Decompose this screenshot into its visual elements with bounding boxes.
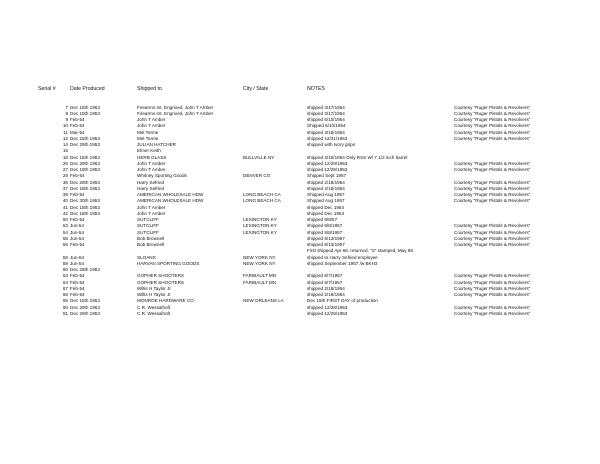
city-state-cell: NEW ORLEANS LA bbox=[243, 298, 284, 304]
date-cell: Feb-54 bbox=[70, 273, 85, 279]
serial-cell: 63 bbox=[62, 273, 68, 279]
date-cell: Dec 15th 1953 bbox=[70, 154, 100, 160]
date-cell: Feb-54 bbox=[70, 123, 85, 129]
shipped-to-cell: GOPHER SHOOTERS bbox=[137, 279, 184, 285]
table-row bbox=[0, 248, 600, 254]
shipped-to-cell: SUTCLIFF bbox=[137, 223, 159, 229]
notes-cell: Dec 15th FIRST DAY of production bbox=[307, 298, 378, 304]
table-row bbox=[0, 292, 600, 298]
table-row bbox=[0, 311, 600, 317]
shipped-to-cell: Firearms Int. Engrived, John T Amber bbox=[137, 110, 214, 116]
date-cell: Feb-54 bbox=[70, 117, 85, 122]
notes-cell: Shipped Sept 1957 bbox=[307, 173, 347, 179]
courtesy-cell: Courtesy "Ruger Pistols & Revolvers" bbox=[454, 117, 531, 122]
courtesy-cell: Courtesy "Ruger Pistols & Revolvers" bbox=[454, 223, 531, 229]
serial-cell: 91 bbox=[62, 310, 68, 316]
serial-cell: 40 bbox=[62, 198, 68, 204]
courtesy-cell: Courtesy "Ruger Pistols & Revolvers" bbox=[454, 285, 531, 291]
table-row bbox=[0, 117, 600, 123]
date-cell: Feb-54 bbox=[70, 192, 85, 197]
table-row bbox=[0, 211, 600, 217]
header-date-produced: Date Produced bbox=[70, 86, 105, 92]
city-state-cell: LONG BEACH CA bbox=[243, 198, 281, 204]
table-row bbox=[0, 173, 600, 179]
table-row bbox=[0, 217, 600, 223]
shipped-to-cell: Elmer Keith bbox=[137, 148, 161, 154]
notes-cell: shipped 2/18/1954 bbox=[307, 185, 345, 191]
header-city-state: City / State bbox=[243, 86, 269, 92]
courtesy-cell: Courtesy "Ruger Pistols & Revolvers" bbox=[454, 123, 531, 129]
shipped-to-cell: John T Amber bbox=[137, 117, 166, 122]
shipped-to-cell: Bob Brownell bbox=[137, 242, 165, 247]
notes-cell: shipped 2/18/1954 bbox=[307, 292, 345, 297]
courtesy-cell: Courtesy "Ruger Pistols & Revolvers" bbox=[454, 192, 531, 197]
serial-cell: 68 bbox=[62, 292, 68, 297]
date-cell: Dec 29th 1953 bbox=[70, 160, 100, 166]
courtesy-cell: Courtesy "Ruger Pistols & Revolvers" bbox=[454, 242, 531, 247]
serial-cell: 27 bbox=[62, 167, 68, 172]
courtesy-cell: Courtesy "Ruger Pistols & Revolvers" bbox=[454, 304, 531, 310]
table-row bbox=[0, 261, 600, 267]
city-state-cell: NEW YORK NY bbox=[243, 260, 276, 266]
shipped-to-cell: HARVAN SPORTING GOODS bbox=[137, 260, 200, 266]
serial-cell: 53 bbox=[62, 223, 68, 229]
serial-cell: 26 bbox=[62, 160, 68, 166]
date-cell: Dec 29th 1953 bbox=[70, 310, 100, 316]
table-row bbox=[0, 267, 600, 273]
table-row bbox=[0, 286, 600, 292]
date-cell: Jun-54 bbox=[70, 223, 85, 229]
shipped-to-cell: Harry Sefried bbox=[137, 185, 165, 191]
courtesy-cell: Courtesy "Ruger Pistols & Revolvers" bbox=[454, 179, 531, 185]
city-state-cell: FARIBAULT MN bbox=[243, 273, 277, 279]
shipped-to-cell: GOPHER SHOOTERS bbox=[137, 273, 184, 279]
shipped-to-cell: MONROE HARDWARE CO. bbox=[137, 298, 196, 304]
city-state-cell: LEXINGTON KY bbox=[243, 217, 277, 222]
serial-cell: 54 bbox=[62, 229, 68, 235]
shipped-to-cell: Whitney Sporting Goods bbox=[137, 173, 187, 179]
notes-cell: shipped 8/13/1957 bbox=[307, 242, 345, 247]
date-cell: Jun-54 bbox=[70, 229, 85, 235]
table-row bbox=[0, 236, 600, 242]
shipped-to-cell: C.R. Wessalhoft bbox=[137, 304, 171, 310]
serial-cell: 12 bbox=[62, 135, 68, 141]
courtesy-cell: Courtesy "Ruger Pistols & Revolvers" bbox=[454, 110, 531, 116]
date-cell: Jun-54 bbox=[70, 235, 85, 241]
table-row bbox=[0, 305, 600, 311]
shipped-to-cell: SUTCLIFF bbox=[137, 229, 159, 235]
courtesy-cell: Courtesy "Ruger Pistols & Revolvers" bbox=[454, 198, 531, 204]
table-row bbox=[0, 242, 600, 248]
serial-cell: 15 bbox=[62, 148, 68, 154]
serial-cell: 64 bbox=[62, 279, 68, 285]
date-cell: Dec 18th 1953 bbox=[70, 185, 100, 191]
notes-cell: shipped 3/17/1954 bbox=[307, 104, 345, 110]
shipped-to-cell: John T Amber bbox=[137, 123, 166, 129]
date-cell: Feb-54 bbox=[70, 173, 85, 179]
table-row bbox=[0, 105, 600, 111]
serial-cell: 16 bbox=[62, 154, 68, 160]
date-cell: Mar-54 bbox=[70, 129, 85, 135]
table-row bbox=[0, 148, 600, 154]
notes-cell: shipped 8/8/57 bbox=[307, 217, 338, 222]
shipped-to-cell: JULIAN HATCHER bbox=[137, 142, 176, 147]
shipped-to-cell: John T Amber bbox=[137, 160, 166, 166]
serial-cell: 41 bbox=[62, 204, 68, 210]
serial-cell: 90 bbox=[62, 304, 68, 310]
table-row bbox=[0, 198, 600, 204]
shipped-to-cell: Harry Sefried bbox=[137, 179, 165, 185]
shipped-to-cell: AMERICAN WHOLESALE HDW bbox=[137, 198, 204, 204]
table-row bbox=[0, 155, 600, 161]
shipped-to-cell: John T Amber bbox=[137, 167, 166, 172]
courtesy-cell: Courtesy "Ruger Pistols & Revolvers" bbox=[454, 229, 531, 235]
serial-cell: 11 bbox=[63, 129, 68, 135]
date-cell: Jun-54 bbox=[70, 260, 85, 266]
serial-cell: 42 bbox=[62, 210, 68, 216]
notes-cell: Shipped Aug 1957 bbox=[307, 198, 345, 204]
shipped-to-cell: John T Amber bbox=[137, 204, 166, 210]
date-cell: Feb-54 bbox=[70, 285, 85, 291]
city-state-cell: DENVER CO bbox=[243, 173, 271, 179]
courtesy-cell: Courtesy "Ruger Pistols & Revolvers" bbox=[454, 129, 531, 135]
notes-cell: shipped 12/31/1953 bbox=[307, 135, 348, 141]
serial-cell: 60 bbox=[62, 267, 68, 272]
serial-cell: 14 bbox=[62, 142, 68, 147]
date-cell: Dec 30th 1953 bbox=[70, 198, 100, 204]
table-row bbox=[0, 273, 600, 279]
shipped-to-cell: SLOANS bbox=[137, 254, 156, 260]
shipped-to-cell: Willis H Taylor Jr bbox=[137, 285, 171, 291]
table-row bbox=[0, 136, 600, 142]
date-cell: Dec 15th 1953 bbox=[70, 135, 100, 141]
table-row bbox=[0, 186, 600, 192]
notes-cell: Shipped 6/10/1954 bbox=[307, 123, 346, 129]
header-shipped-to: Shipped to bbox=[137, 86, 162, 92]
notes-cell: Shipped Aug 1957 bbox=[307, 192, 345, 197]
serial-cell: 36 bbox=[62, 179, 68, 185]
date-cell: Dec 15th 1953 bbox=[70, 110, 100, 116]
notes-cell: shipped 3/18/1954 bbox=[307, 129, 345, 135]
table-row bbox=[0, 180, 600, 186]
shipped-to-cell: AMERICAN WHOLESALE HDW bbox=[137, 192, 204, 197]
date-cell: Dec 29th 1953 bbox=[70, 304, 100, 310]
notes-cell: shipped 8/7/1957 bbox=[307, 273, 343, 279]
serial-cell: 67 bbox=[62, 285, 68, 291]
shipped-to-cell: Mel Torme bbox=[137, 135, 159, 141]
serial-cell: 29 bbox=[62, 173, 68, 179]
table-row bbox=[0, 230, 600, 236]
notes-cell: shipped 12/29/1953 bbox=[307, 160, 348, 166]
table-row bbox=[0, 123, 600, 129]
city-state-cell: LONG BEACH CA bbox=[243, 192, 281, 197]
table-row bbox=[0, 130, 600, 136]
date-cell: Dec 18th 1953 bbox=[70, 210, 100, 216]
notes-cell: shipped 8/13/1957 bbox=[307, 235, 345, 241]
date-cell: Feb-54 bbox=[70, 242, 85, 247]
notes-cell: shipped 2/18/1954 bbox=[307, 285, 345, 291]
courtesy-cell: Courtesy "Ruger Pistols & Revolvers" bbox=[454, 279, 531, 285]
date-cell: Dec 18th 1953 bbox=[70, 204, 100, 210]
city-state-cell: BULLVILLE NY bbox=[243, 154, 275, 160]
serial-cell: 7 bbox=[65, 104, 68, 110]
serial-cell: 85 bbox=[62, 298, 68, 304]
serial-cell: 39 bbox=[62, 192, 68, 197]
courtesy-cell: Courtesy "Ruger Pistols & Revolvers" bbox=[454, 310, 531, 316]
date-cell: Dec 15th 1953 bbox=[70, 104, 100, 110]
notes-cell: shipped to Harry Sefried employee bbox=[307, 254, 378, 260]
notes-cell: shipped 3/15/1954 Only RSS W/ 7 1/2 inch barrel bbox=[307, 154, 408, 160]
serial-cell: 59 bbox=[62, 260, 68, 266]
header-serial: Serial # bbox=[38, 86, 56, 92]
table-row bbox=[0, 205, 600, 211]
table-row bbox=[0, 255, 600, 261]
notes-cell: shipped 12/28/1953 bbox=[307, 304, 348, 310]
table-row bbox=[0, 161, 600, 167]
courtesy-cell: Courtesy "Ruger Pistols & Revolvers" bbox=[454, 292, 531, 297]
shipped-to-cell: HERB GLASS bbox=[137, 154, 167, 160]
date-cell: Feb-54 bbox=[70, 217, 85, 222]
serial-cell: 55 bbox=[62, 235, 68, 241]
city-state-cell: NEW YORK NY bbox=[243, 254, 276, 260]
city-state-cell: LEXINGTON KY bbox=[243, 229, 277, 235]
table-row bbox=[0, 142, 600, 148]
courtesy-cell: Courtesy "Ruger Pistols & Revolvers" bbox=[454, 167, 531, 172]
shipped-to-cell: John T Amber bbox=[137, 210, 166, 216]
city-state-cell: FARIBAULT MN bbox=[243, 279, 277, 285]
date-cell: Dec 15th 1953 bbox=[70, 298, 100, 304]
table-row bbox=[0, 280, 600, 286]
header-notes: NOTES bbox=[307, 86, 325, 92]
city-state-cell: LEXINGTON KY bbox=[243, 223, 277, 229]
table-row bbox=[0, 192, 600, 198]
notes-cell: First shipped Apr 66, returned, "S" stamped, May 66 bbox=[307, 248, 413, 254]
serial-cell: 58 bbox=[62, 254, 68, 260]
table-row bbox=[0, 223, 600, 229]
serial-cell: 9 bbox=[65, 117, 68, 122]
shipped-to-cell: Willis H Taylor Jr bbox=[137, 292, 171, 297]
notes-cell: shipped 2/18/1954 bbox=[307, 179, 345, 185]
notes-cell: shipped 8/8/1957 bbox=[307, 229, 343, 235]
courtesy-cell: Courtesy "Ruger Pistols & Revolvers" bbox=[454, 235, 531, 241]
serial-cell: 10 bbox=[62, 123, 68, 129]
table-row bbox=[0, 111, 600, 117]
serial-cell: 56 bbox=[62, 242, 68, 247]
shipped-to-cell: SUTCLIFF bbox=[137, 217, 159, 222]
courtesy-cell: Courtesy "Ruger Pistols & Revolvers" bbox=[454, 135, 531, 141]
notes-cell: shipped Dec 1953 bbox=[307, 210, 345, 216]
courtesy-cell: Courtesy "Ruger Pistols & Revolvers" bbox=[454, 104, 531, 110]
table-row bbox=[0, 167, 600, 173]
serial-cell: 50 bbox=[62, 217, 68, 222]
date-cell: Jun-54 bbox=[70, 254, 85, 260]
date-cell: Dec 29th 1953 bbox=[70, 179, 100, 185]
serial-cell: 37 bbox=[62, 185, 68, 191]
date-cell: Dec 29th 1953 bbox=[70, 142, 100, 147]
notes-cell: shipped with Ivory grips bbox=[307, 142, 356, 147]
shipped-to-cell: Mel Torme bbox=[137, 129, 159, 135]
courtesy-cell: Courtesy "Ruger Pistols & Revolvers" bbox=[454, 273, 531, 279]
courtesy-cell: Courtesy "Ruger Pistols & Revolvers" bbox=[454, 160, 531, 166]
notes-cell: shipped 8/8/1957 bbox=[307, 223, 343, 229]
notes-cell: shipped Dec 1954 bbox=[307, 204, 345, 210]
shipped-to-cell: C.R. Wessalhoft bbox=[137, 310, 171, 316]
courtesy-cell: Courtesy "Ruger Pistols & Revolvers" bbox=[454, 185, 531, 191]
notes-cell: shipped 3/17/1954 bbox=[307, 110, 345, 116]
date-cell: Dec 18th 1953 bbox=[70, 167, 100, 172]
serial-cell: 8 bbox=[65, 110, 68, 116]
notes-cell: shipped 8/7/1957 bbox=[307, 279, 343, 285]
table-row bbox=[0, 298, 600, 304]
notes-cell: shipped 12/29/1953 bbox=[307, 310, 348, 316]
notes-cell: shipped 12/29/1953 bbox=[307, 167, 348, 172]
shipped-to-cell: Firearms Int. Engrived, John T Amber bbox=[137, 104, 214, 110]
notes-cell: shipped 6/10/1954 bbox=[307, 117, 345, 122]
date-cell: Dec 29th 1953 bbox=[70, 267, 100, 272]
notes-cell: shipped September 1957 /w BKH3 bbox=[307, 260, 378, 266]
date-cell: Feb-54 bbox=[70, 292, 85, 297]
shipped-to-cell: Bob Brownell bbox=[137, 235, 165, 241]
date-cell: Feb-54 bbox=[70, 279, 85, 285]
